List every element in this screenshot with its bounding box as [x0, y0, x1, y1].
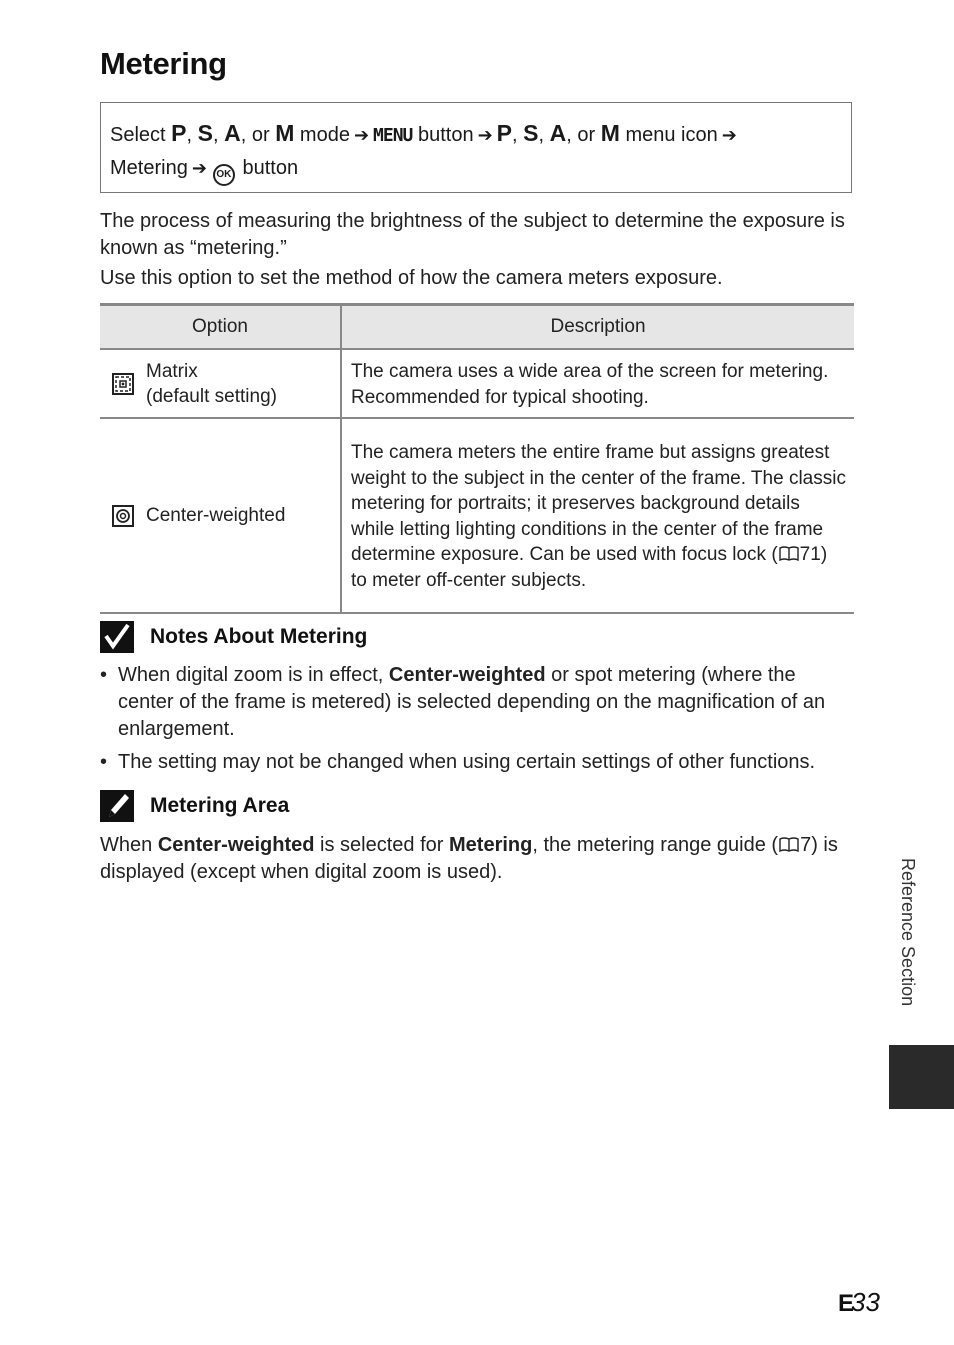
- menu-button-icon: MENU: [373, 125, 413, 146]
- center-weighted-metering-icon: [112, 505, 134, 527]
- metering-area-heading: Metering Area: [100, 790, 500, 824]
- arrow-icon: ➔: [721, 125, 737, 145]
- header-option: Option: [100, 305, 341, 350]
- options-table: [100, 303, 854, 614]
- arrow-icon: ➔: [477, 125, 493, 145]
- page-reference: 7: [800, 834, 812, 856]
- intro-paragraph-2: Use this option to set the method of how the camera meters exposure.: [100, 267, 723, 289]
- book-reference-icon: [779, 546, 799, 561]
- header-description: Description: [341, 305, 854, 350]
- nav-mode-s: S: [197, 120, 213, 146]
- reference-e-icon: E: [838, 1290, 852, 1317]
- nav-menu-a: A: [549, 120, 567, 146]
- page-title: Metering: [100, 46, 227, 81]
- bullet-symbol: •: [100, 664, 108, 686]
- nav-metering: Metering: [110, 157, 188, 179]
- option-description: The camera meters the entire frame but assigns greatest weight to the subject in the center of the frame. The classic metering for portraits; it preserves background details while letting lighting conditions in the center of the frame determine exposure. Can be used with focus lock ( 71) to meter off-center subjects.: [341, 418, 854, 613]
- nav-mode-m: M: [275, 120, 295, 146]
- bullet-symbol: •: [100, 751, 108, 773]
- nav-mode-p: P: [171, 120, 187, 146]
- option-name: Center-weighted: [146, 418, 341, 613]
- notes-heading: Notes About Metering: [100, 621, 500, 655]
- metering-area-paragraph: When Center-weighted is selected for Metering, the metering range guide ( 7) is displayed (except when digital zoom is used).: [100, 834, 838, 883]
- option-description: The camera uses a wide area of the screen for metering. Recommended for typical shooting.: [341, 349, 854, 418]
- table-header-row: [100, 305, 854, 350]
- list-item: • When digital zoom is in effect, Center-weighted or spot metering (where the center of the frame is metered) is selected depending on the magnification of an enlargement.: [100, 664, 826, 740]
- section-tab-marker: [889, 1045, 954, 1109]
- nav-mode: mode: [299, 124, 350, 146]
- section-side-label: Reference Section: [898, 858, 918, 1007]
- page-number: E33: [838, 1287, 880, 1317]
- navigation-path-box: Select P, S, A, or M mode ➔ MENU button ➔ P, S, A, or M menu icon ➔ Metering ➔ OK button: [100, 102, 852, 193]
- nav-select: Select: [110, 124, 166, 146]
- ok-button-icon: OK: [213, 164, 235, 186]
- table-row: [100, 418, 854, 613]
- nav-mode-a: A: [224, 120, 241, 146]
- list-item: • The setting may not be changed when using certain settings of other functions.: [100, 749, 850, 776]
- intro-paragraph: The process of measuring the brightness of the subject to determine the exposure is known as “metering.”: [100, 210, 845, 259]
- check-note-icon: [100, 621, 134, 653]
- pencil-note-icon: [100, 790, 134, 822]
- nav-menu-m: M: [600, 120, 620, 146]
- option-default-note: (default setting): [146, 385, 277, 407]
- nav-menu-p: P: [496, 120, 513, 146]
- table-row: [100, 349, 854, 418]
- option-name: Matrix: [146, 360, 198, 382]
- arrow-icon: ➔: [353, 125, 370, 145]
- arrow-icon: ➔: [191, 158, 207, 178]
- nav-menu-s: S: [523, 120, 539, 146]
- nav-button: button: [417, 124, 474, 146]
- nav-button-2: button: [242, 157, 299, 179]
- book-reference-icon: [779, 837, 799, 852]
- nav-menu-icon: menu icon: [625, 124, 718, 146]
- matrix-metering-icon: [112, 373, 134, 395]
- page-reference: 71: [799, 544, 821, 566]
